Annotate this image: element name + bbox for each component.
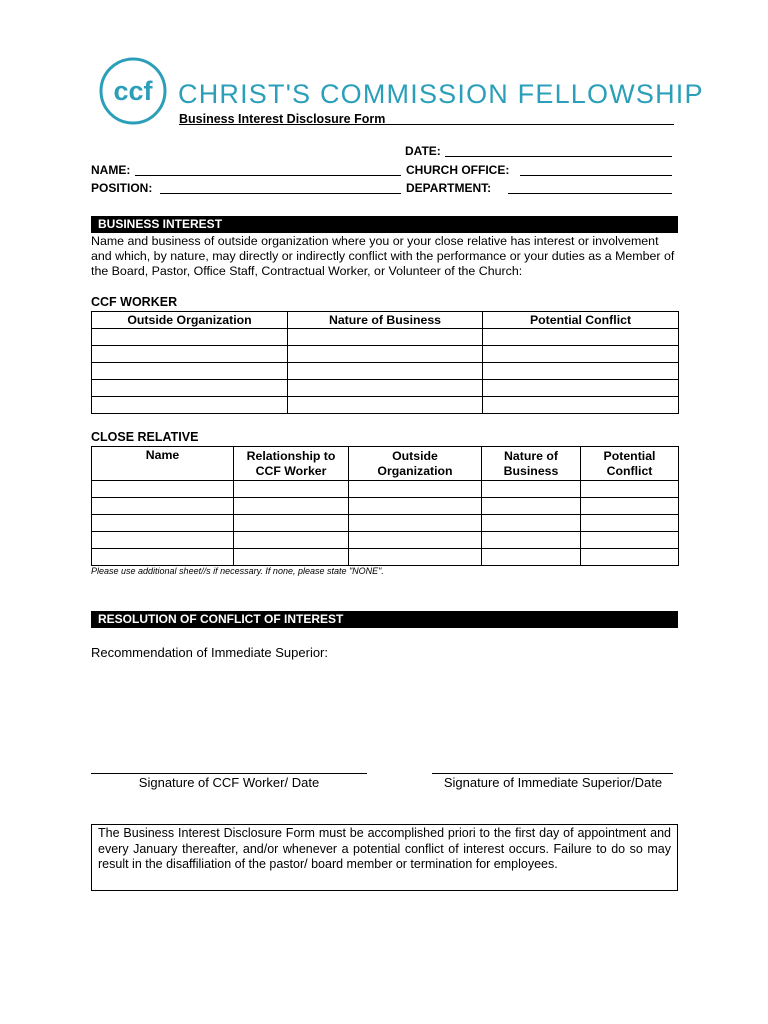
form-title: Business Interest Disclosure Form — [179, 112, 386, 126]
table-cell[interactable] — [92, 549, 234, 566]
table-cell[interactable] — [482, 515, 581, 532]
table-header-row — [92, 447, 679, 481]
organization-name: CHRIST'S COMMISSION FELLOWSHIP — [178, 79, 704, 109]
close-relative-table — [91, 446, 679, 566]
column-header: Potential Conflict — [581, 447, 679, 481]
table-cell[interactable] — [349, 515, 482, 532]
table-cell[interactable] — [92, 397, 288, 414]
table-row — [92, 329, 679, 346]
table-row — [92, 515, 679, 532]
additional-sheet-note: Please use additional sheet//s if necessary. If none, please state "NONE". — [91, 566, 384, 576]
table-cell[interactable] — [483, 363, 679, 380]
table-cell[interactable] — [349, 481, 482, 498]
ccf-logo — [98, 56, 170, 126]
table-cell[interactable] — [234, 498, 349, 515]
business-interest-heading: BUSINESS INTEREST — [91, 216, 678, 233]
table-row — [92, 549, 679, 566]
table-cell[interactable] — [483, 380, 679, 397]
table-cell[interactable] — [483, 346, 679, 363]
position-label: POSITION: — [91, 181, 153, 195]
close-relative-heading: CLOSE RELATIVE — [91, 430, 199, 444]
table-cell[interactable] — [349, 549, 482, 566]
table-cell[interactable] — [581, 549, 679, 566]
table-cell[interactable] — [92, 380, 288, 397]
table-cell[interactable] — [92, 481, 234, 498]
table-cell[interactable] — [482, 549, 581, 566]
column-header: Relationship to CCF Worker — [234, 447, 349, 481]
department-field[interactable] — [508, 182, 672, 194]
table-cell[interactable] — [92, 329, 288, 346]
table-cell[interactable] — [288, 380, 483, 397]
table-cell[interactable] — [349, 498, 482, 515]
table-cell[interactable] — [92, 363, 288, 380]
recommendation-label: Recommendation of Immediate Superior: — [91, 645, 329, 660]
table-cell[interactable] — [234, 549, 349, 566]
table-cell[interactable] — [234, 481, 349, 498]
name-label: NAME: — [91, 163, 131, 177]
column-header: Outside Organization — [349, 447, 482, 481]
table-row — [92, 380, 679, 397]
worker-signature-label: Signature of CCF Worker/ Date — [138, 775, 320, 790]
table-cell[interactable] — [483, 397, 679, 414]
church-office-label: CHURCH OFFICE: — [406, 163, 510, 177]
table-cell[interactable] — [581, 515, 679, 532]
table-cell[interactable] — [288, 329, 483, 346]
logo-text: ccf — [113, 76, 153, 106]
table-row — [92, 363, 679, 380]
date-field[interactable] — [445, 145, 672, 157]
worker-signature-line[interactable] — [91, 773, 367, 774]
department-label: DEPARTMENT: — [406, 181, 492, 195]
table-cell[interactable] — [581, 498, 679, 515]
table-cell[interactable] — [92, 346, 288, 363]
table-row — [92, 481, 679, 498]
date-label: DATE: — [405, 144, 441, 158]
recommendation-area[interactable] — [91, 666, 678, 766]
superior-signature-label: Signature of Immediate Superior/Date — [443, 775, 663, 790]
table-cell[interactable] — [581, 481, 679, 498]
column-header: Nature of Business — [288, 312, 483, 329]
table-cell[interactable] — [288, 346, 483, 363]
name-field[interactable] — [135, 164, 401, 176]
ccf-worker-heading: CCF WORKER — [91, 295, 178, 309]
ccf-worker-table — [91, 311, 679, 414]
table-cell[interactable] — [234, 532, 349, 549]
table-cell[interactable] — [482, 498, 581, 515]
table-cell[interactable] — [581, 532, 679, 549]
business-interest-intro: Name and business of outside organization where you or your close relative has interest or involvement and which, by nature, may directly or indirectly conflict with the performance or your duties as a Member of the Board, Pastor, Office Staff, Contractual Worker, or Volunteer of the Church: — [91, 234, 675, 278]
superior-signature-line[interactable] — [432, 773, 673, 774]
table-cell[interactable] — [288, 363, 483, 380]
table-cell[interactable] — [482, 532, 581, 549]
table-cell[interactable] — [482, 481, 581, 498]
church-office-field[interactable] — [520, 164, 672, 176]
table-row — [92, 498, 679, 515]
resolution-heading: RESOLUTION OF CONFLICT OF INTEREST — [91, 611, 678, 628]
table-cell[interactable] — [288, 397, 483, 414]
column-header: Name — [92, 447, 234, 481]
column-header: Outside Organization — [92, 312, 288, 329]
title-underline — [179, 124, 674, 125]
table-cell[interactable] — [234, 515, 349, 532]
table-cell[interactable] — [349, 532, 482, 549]
table-cell[interactable] — [483, 329, 679, 346]
notice-box: The Business Interest Disclosure Form must be accomplished priori to the first day of appointment and every January thereafter, and/or whenever a potential conflict of interest occurs. Failure to do so may result in the disaffiliation of the pastor/ board member or termination for employees. — [91, 824, 678, 891]
column-header: Nature of Business — [482, 447, 581, 481]
table-header-row — [92, 312, 679, 329]
table-row — [92, 346, 679, 363]
table-row — [92, 532, 679, 549]
column-header: Potential Conflict — [483, 312, 679, 329]
table-cell[interactable] — [92, 515, 234, 532]
table-cell[interactable] — [92, 498, 234, 515]
table-cell[interactable] — [92, 532, 234, 549]
table-row — [92, 397, 679, 414]
position-field[interactable] — [160, 182, 401, 194]
